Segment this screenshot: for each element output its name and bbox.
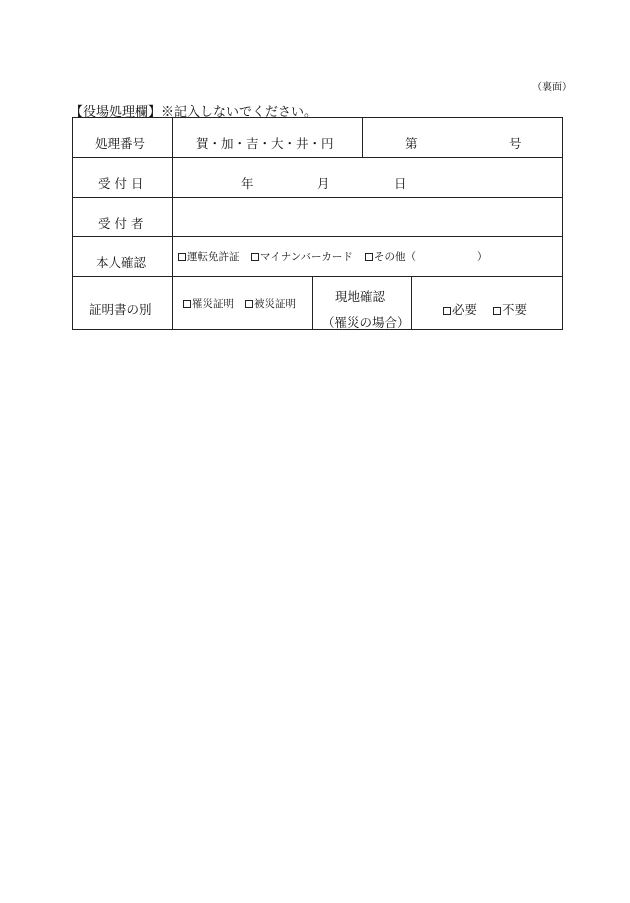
cert-option-risai [183, 296, 234, 311]
necessity-option-required [443, 300, 477, 318]
checkbox-icon [245, 300, 253, 308]
necessity-option-label: 必要 [452, 302, 478, 317]
column-divider [362, 117, 363, 157]
district-list: 賀・加・吉・大・井・円 [196, 136, 334, 151]
id-option-label: マイナンバーカード [260, 251, 353, 263]
row-divider [72, 157, 563, 158]
checkbox-icon [178, 253, 186, 261]
site-check-note: （罹災の場合） [322, 315, 410, 330]
id-option-other-close: ） [477, 251, 488, 263]
cert-option-label: 被災証明 [254, 298, 296, 310]
checkbox-icon [251, 253, 259, 261]
checkbox-icon [443, 307, 451, 315]
processing-number-label: 処理番号 [95, 136, 146, 151]
row-divider [72, 276, 563, 277]
site-check-label: 現地確認 [335, 289, 386, 304]
section-title: 【役場処理欄】※記入しないでください。 [70, 105, 318, 120]
column-divider [411, 276, 412, 330]
id-option-label: その他（ [374, 251, 416, 263]
checkbox-icon [493, 307, 501, 315]
year-unit: 年 [241, 176, 254, 191]
label-column-divider [172, 117, 173, 330]
certificate-type-label: 証明書の別 [89, 302, 152, 317]
id-option-my-number-card [251, 249, 353, 264]
receiver-label: 受 付 者 [98, 216, 144, 231]
page-side-label: （裏面） [532, 82, 572, 93]
id-option-drivers-license [178, 249, 240, 264]
row-divider [72, 197, 563, 198]
checkbox-icon [183, 300, 191, 308]
id-option-other [365, 249, 416, 264]
id-option-label: 運転免許証 [187, 251, 240, 263]
identity-check-label: 本人確認 [96, 255, 147, 270]
day-unit: 日 [394, 176, 407, 191]
column-divider [312, 276, 313, 330]
reception-date-label: 受 付 日 [98, 176, 144, 191]
cert-option-label: 罹災証明 [192, 298, 234, 310]
month-unit: 月 [317, 176, 330, 191]
cert-option-hisai [245, 296, 296, 311]
necessity-option-not-required [493, 300, 527, 318]
checkbox-icon [365, 253, 373, 261]
office-processing-form [72, 117, 563, 330]
number-suffix: 号 [509, 136, 522, 151]
number-prefix: 第 [405, 136, 418, 151]
necessity-option-label: 不要 [502, 302, 528, 317]
row-divider [72, 236, 563, 237]
